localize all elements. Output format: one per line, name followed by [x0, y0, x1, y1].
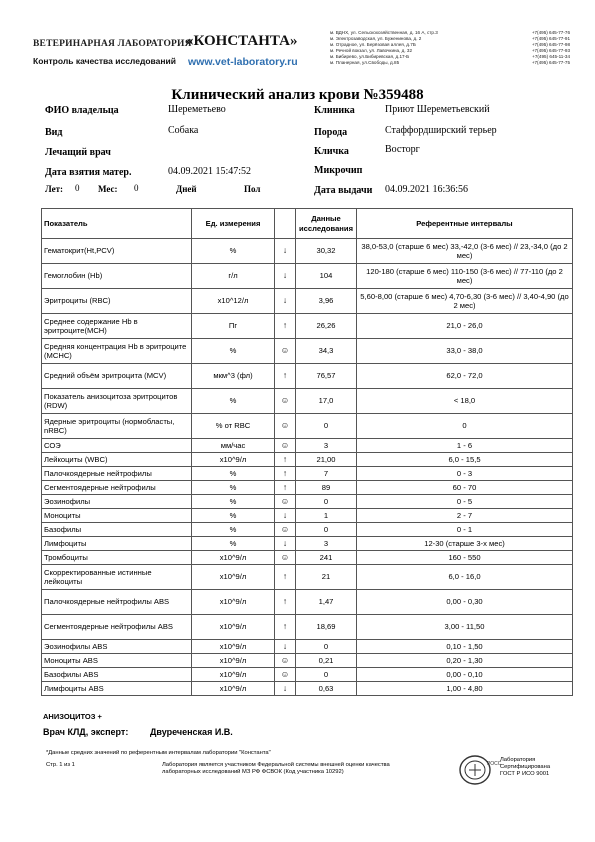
address-phone: +7(495) 645-77-91: [531, 36, 570, 41]
address-phone: +7(495) 645-77-98: [531, 42, 570, 47]
anisocytosis-note: АНИЗОЦИТОЗ +: [43, 712, 102, 721]
species-label: Вид: [45, 127, 63, 138]
lab-subtitle: Контроль качества исследований: [33, 56, 176, 66]
value-cell: 3,96: [296, 289, 357, 314]
reference-cell: 0,20 - 1,30: [357, 654, 573, 668]
col-header-value: Данные исследования: [296, 209, 357, 239]
signing-doctor-label: Врач КЛД, эксперт:: [43, 727, 129, 737]
sample-date-label: Дата взятия матер.: [45, 167, 132, 178]
unit-cell: х10^9/л: [192, 453, 275, 467]
months-value: 0: [134, 183, 139, 193]
parameter-cell: Тромбоциты: [42, 551, 192, 565]
value-cell: 26,26: [296, 314, 357, 339]
unit-cell: х10^9/л: [192, 668, 275, 682]
unit-cell: %: [192, 509, 275, 523]
flag-icon: ↓: [275, 509, 296, 523]
years-value: 0: [75, 183, 80, 193]
parameter-cell: Средний объём эритроцита (MCV): [42, 364, 192, 389]
value-cell: 7: [296, 467, 357, 481]
value-cell: 3: [296, 537, 357, 551]
cert-line-3: ГОСТ Р ИСО 9001: [500, 771, 550, 777]
value-cell: 76,57: [296, 364, 357, 389]
parameter-cell: Моноциты: [42, 509, 192, 523]
owner-label: ФИО владельца: [45, 105, 119, 116]
table-row: [42, 264, 573, 289]
parameter-cell: Среднее содержание Hb в эритроците(MCH): [42, 314, 192, 339]
value-cell: 0,21: [296, 654, 357, 668]
table-row: [42, 523, 573, 537]
address-phone: +7(495) 645-77-76: [531, 30, 570, 35]
flag-icon: ↑: [275, 467, 296, 481]
parameter-cell: Лейкоциты (WBC): [42, 453, 192, 467]
flag-icon: ☺: [275, 495, 296, 509]
reference-cell: 6,0 - 15,5: [357, 453, 573, 467]
reference-cell: 21,0 - 26,0: [357, 314, 573, 339]
sample-date-value: 04.09.2021 15:47:52: [168, 166, 252, 177]
flag-icon: ↑: [275, 565, 296, 590]
flag-icon: ☺: [275, 414, 296, 439]
value-cell: 89: [296, 481, 357, 495]
participation-line-2: лабораторных исследований МЗ РФ ФСВОК (Код участника 10292): [162, 769, 344, 775]
flag-icon: ↑: [275, 364, 296, 389]
value-cell: 0: [296, 668, 357, 682]
issue-date-label: Дата выдачи: [314, 185, 373, 196]
parameter-cell: СОЭ: [42, 439, 192, 453]
results-table: [41, 208, 573, 696]
parameter-cell: Эритроциты (RBC): [42, 289, 192, 314]
unit-cell: х10^9/л: [192, 654, 275, 668]
flag-icon: ↓: [275, 289, 296, 314]
unit-cell: %: [192, 239, 275, 264]
reference-cell: 2 - 7: [357, 509, 573, 523]
col-header-flag: [275, 209, 296, 239]
address-phone: +7(495) 645-11-34: [532, 54, 570, 59]
flag-icon: ↓: [275, 239, 296, 264]
parameter-cell: Сегментоядерные нейтрофилы ABS: [42, 615, 192, 640]
parameter-cell: Лимфоциты: [42, 537, 192, 551]
flag-icon: ☺: [275, 389, 296, 414]
value-cell: 3: [296, 439, 357, 453]
reference-cell: 160 - 550: [357, 551, 573, 565]
reference-cell: 120-180 (старше 6 мес) 110-150 (3-6 мес) // 77-110 (до 2 мес): [357, 264, 573, 289]
flag-icon: ↑: [275, 590, 296, 615]
table-row: [42, 289, 573, 314]
table-row: [42, 453, 573, 467]
reference-cell: 3,00 - 11,50: [357, 615, 573, 640]
nickname-label: Кличка: [314, 146, 349, 157]
flag-icon: ☺: [275, 339, 296, 364]
table-row: [42, 239, 573, 264]
parameter-cell: Показатель анизоцитоза эритроцитов (RDW): [42, 389, 192, 414]
table-header-row: [42, 209, 573, 239]
species-value: Собака: [168, 125, 199, 136]
parameter-cell: Базофилы ABS: [42, 668, 192, 682]
value-cell: 0: [296, 495, 357, 509]
value-cell: 241: [296, 551, 357, 565]
reference-cell: 6,0 - 16,0: [357, 565, 573, 590]
reference-cell: 62,0 - 72,0: [357, 364, 573, 389]
owner-value: Шереметьево: [168, 104, 226, 115]
parameter-cell: Скорректированные истинные лейкоциты: [42, 565, 192, 590]
address-text: м. Планерная, ул.Свободы, д.85: [330, 60, 400, 65]
flag-icon: ↑: [275, 453, 296, 467]
address-text: м. ВДНХ, ул. Сельскохозяйственная, д. 16 А, стр.3: [330, 30, 438, 35]
table-row: [42, 615, 573, 640]
parameter-cell: Эозинофилы ABS: [42, 640, 192, 654]
table-row: [42, 481, 573, 495]
signing-doctor-name: Двуреченская И.В.: [150, 727, 233, 737]
value-cell: 0: [296, 414, 357, 439]
value-cell: 104: [296, 264, 357, 289]
unit-cell: %: [192, 481, 275, 495]
months-label: Мес:: [98, 184, 118, 194]
lab-website[interactable]: www.vet-laboratory.ru: [188, 56, 298, 68]
unit-cell: х10^9/л: [192, 615, 275, 640]
reference-cell: 38,0-53,0 (старше 6 мес) 33,-42,0 (3-6 мес) // 23,-34,0 (до 2 мес): [357, 239, 573, 264]
reference-cell: 12-30 (старше 3-х мес): [357, 537, 573, 551]
parameter-cell: Ядерные эритроциты (нормобласты, nRBC): [42, 414, 192, 439]
address-text: м. Речной вокзал, ул. Лавочкина, д. 32: [330, 48, 412, 53]
flag-icon: ↓: [275, 537, 296, 551]
reference-cell: 1 - 6: [357, 439, 573, 453]
address-list: [330, 30, 570, 66]
unit-cell: %: [192, 537, 275, 551]
value-cell: 0: [296, 523, 357, 537]
table-row: [42, 339, 573, 364]
table-row: [42, 439, 573, 453]
lab-title: ВЕТЕРИНАРНАЯ ЛАБОРАТОРИЯ: [33, 39, 192, 49]
flag-icon: ☺: [275, 654, 296, 668]
address-phone: +7(495) 645-77-93: [531, 48, 570, 53]
table-row: [42, 590, 573, 615]
reference-footnote: *Данные средних значений по референтным интервалам лаборатории "Константа": [46, 750, 271, 756]
reference-cell: 0: [357, 414, 573, 439]
unit-cell: х10^9/л: [192, 640, 275, 654]
address-text: м. Бибирево, ул.Бибиревская, д.17-Б: [330, 54, 410, 59]
unit-cell: %: [192, 339, 275, 364]
unit-cell: %: [192, 523, 275, 537]
address-text: м. Электрозаводская, ул. Буженинова, д. 2: [330, 36, 422, 41]
value-cell: 0: [296, 640, 357, 654]
flag-icon: ↑: [275, 615, 296, 640]
issue-date-value: 04.09.2021 16:36:56: [385, 184, 469, 195]
reference-cell: 0 - 1: [357, 523, 573, 537]
value-cell: 30,32: [296, 239, 357, 264]
value-cell: 17,0: [296, 389, 357, 414]
document-title: Клинический анализ крови №359488: [171, 87, 424, 103]
table-row: [42, 537, 573, 551]
reference-cell: 1,00 - 4,80: [357, 682, 573, 696]
reference-cell: 0,10 - 1,50: [357, 640, 573, 654]
col-header-reference: Референтные интервалы: [357, 209, 573, 239]
unit-cell: %: [192, 389, 275, 414]
value-cell: 34,3: [296, 339, 357, 364]
parameter-cell: Палочкоядерные нейтрофилы ABS: [42, 590, 192, 615]
flag-icon: ↓: [275, 264, 296, 289]
reference-cell: 0,00 - 0,30: [357, 590, 573, 615]
address-row: [330, 60, 570, 66]
table-row: [42, 364, 573, 389]
cert-line-2: Сертифицирована: [500, 764, 551, 770]
reference-cell: 0,00 - 0,10: [357, 668, 573, 682]
years-label: Лет:: [45, 184, 64, 194]
certification-logo: [457, 753, 502, 787]
table-row: [42, 467, 573, 481]
address-text: м. Отрадное, ул. Берёзовая аллея, д.7Б: [330, 42, 416, 47]
unit-cell: х10^9/л: [192, 590, 275, 615]
parameter-cell: Сегментоядерные нейтрофилы: [42, 481, 192, 495]
sex-label: Пол: [244, 184, 261, 194]
flag-icon: ☺: [275, 551, 296, 565]
lab-name: «КОНСТАНТА»: [186, 33, 298, 49]
reference-cell: 0 - 3: [357, 467, 573, 481]
parameter-cell: Палочкоядерные нейтрофилы: [42, 467, 192, 481]
parameter-cell: Средняя концентрация Hb в эритроците (MCHC): [42, 339, 192, 364]
days-label: Дней: [176, 184, 197, 194]
value-cell: 1,47: [296, 590, 357, 615]
unit-cell: х10^12/л: [192, 289, 275, 314]
value-cell: 21: [296, 565, 357, 590]
reference-cell: 0 - 5: [357, 495, 573, 509]
parameter-cell: Эозинофилы: [42, 495, 192, 509]
table-row: [42, 509, 573, 523]
flag-icon: ↓: [275, 682, 296, 696]
unit-cell: % от RBC: [192, 414, 275, 439]
chip-label: Микрочип: [314, 165, 363, 176]
cert-logo-text: РОСС: [487, 761, 502, 767]
col-header-unit: Ед. измерения: [192, 209, 275, 239]
unit-cell: х10^9/л: [192, 565, 275, 590]
unit-cell: х10^9/л: [192, 551, 275, 565]
parameter-cell: Гематокрит(Ht,PCV): [42, 239, 192, 264]
table-row: [42, 414, 573, 439]
parameter-cell: Гемоглобин (Hb): [42, 264, 192, 289]
flag-icon: ☺: [275, 668, 296, 682]
flag-icon: ☺: [275, 439, 296, 453]
certification-seal-icon: [457, 753, 502, 787]
clinic-value: Приют Шереметьевский: [385, 104, 490, 115]
doctor-label: Лечащий врач: [45, 147, 111, 158]
table-row: [42, 495, 573, 509]
breed-label: Порода: [314, 127, 348, 138]
flag-icon: ☺: [275, 523, 296, 537]
reference-cell: 60 - 70: [357, 481, 573, 495]
table-row: [42, 314, 573, 339]
parameter-cell: Моноциты ABS: [42, 654, 192, 668]
cert-line-1: Лаборатория: [500, 757, 536, 763]
value-cell: 1: [296, 509, 357, 523]
nickname-value: Восторг: [385, 144, 420, 155]
unit-cell: %: [192, 495, 275, 509]
value-cell: 0,63: [296, 682, 357, 696]
value-cell: 21,00: [296, 453, 357, 467]
unit-cell: г/л: [192, 264, 275, 289]
flag-icon: ↓: [275, 640, 296, 654]
clinic-label: Клиника: [314, 105, 355, 116]
table-row: [42, 640, 573, 654]
parameter-cell: Лимфоциты ABS: [42, 682, 192, 696]
reference-cell: 33,0 - 38,0: [357, 339, 573, 364]
table-row: [42, 668, 573, 682]
table-row: [42, 682, 573, 696]
breed-value: Стаффордширский терьер: [385, 125, 497, 136]
page-number: Стр. 1 из 1: [46, 762, 75, 768]
address-phone: +7(495) 645-77-75: [531, 60, 570, 65]
unit-cell: %: [192, 467, 275, 481]
unit-cell: мм/час: [192, 439, 275, 453]
table-row: [42, 389, 573, 414]
unit-cell: х10^9/л: [192, 682, 275, 696]
reference-cell: < 18,0: [357, 389, 573, 414]
table-row: [42, 654, 573, 668]
reference-cell: 5,60-8,00 (старше 6 мес) 4,70-6,30 (3-6 мес) // 3,40-4,90 (до 2 мес): [357, 289, 573, 314]
unit-cell: мкм^3 (фл): [192, 364, 275, 389]
col-header-parameter: Показатель: [42, 209, 192, 239]
flag-icon: ↑: [275, 481, 296, 495]
table-row: [42, 565, 573, 590]
unit-cell: Пг: [192, 314, 275, 339]
participation-line-1: Лаборатория является участником Федеральной системы внешней оценки качества: [162, 762, 390, 768]
value-cell: 18,69: [296, 615, 357, 640]
flag-icon: ↑: [275, 314, 296, 339]
parameter-cell: Базофилы: [42, 523, 192, 537]
table-row: [42, 551, 573, 565]
